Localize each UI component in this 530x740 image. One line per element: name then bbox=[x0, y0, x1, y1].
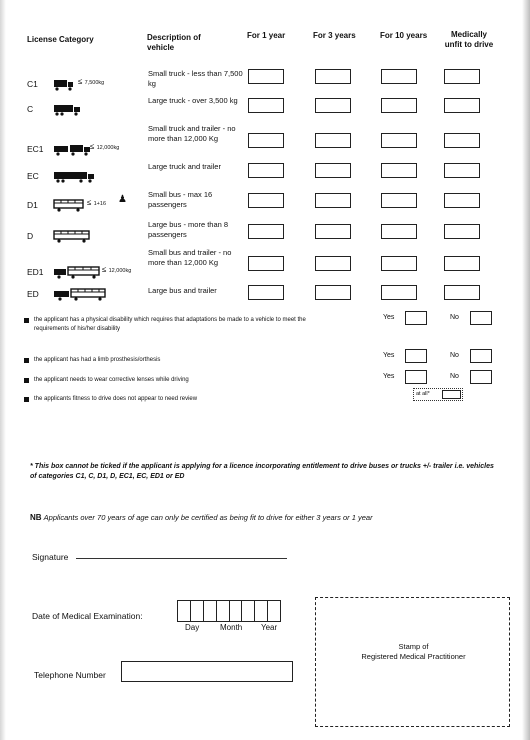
date-digit-box[interactable] bbox=[217, 601, 230, 621]
date-digit-box[interactable] bbox=[191, 601, 204, 621]
at-all-label: at all* bbox=[416, 391, 430, 397]
checkbox-unfit[interactable] bbox=[444, 285, 480, 300]
less-equal-icon: ≤ bbox=[78, 77, 85, 86]
checkbox-ten-years[interactable] bbox=[381, 163, 417, 178]
less-equal-icon: ≤ bbox=[90, 142, 97, 151]
category-code: ED1 bbox=[27, 267, 44, 277]
category-code: D bbox=[27, 231, 34, 241]
large-truck-icon bbox=[53, 103, 81, 121]
at-all-checkbox[interactable] bbox=[442, 390, 461, 399]
yes-label: Yes bbox=[383, 314, 395, 321]
less-equal-icon: ≤ bbox=[102, 265, 109, 274]
small-bus-icon bbox=[53, 199, 85, 217]
category-code: D1 bbox=[27, 200, 38, 210]
checkbox-ten-years[interactable] bbox=[381, 98, 417, 113]
condition-text: the applicants fitness to drive does not appear to need review bbox=[34, 396, 198, 402]
exam-date-label: Date of Medical Examination: bbox=[32, 611, 143, 621]
checkbox-ten-years[interactable] bbox=[381, 69, 417, 84]
header-three-years: For 3 years bbox=[313, 31, 356, 40]
weight-value: 12,000kg bbox=[108, 268, 132, 274]
checkbox-one-year[interactable] bbox=[248, 98, 284, 113]
month-label: Month bbox=[220, 623, 243, 632]
no-checkbox[interactable] bbox=[470, 370, 492, 384]
signature-line[interactable] bbox=[76, 558, 287, 559]
header-ten-years: For 10 years bbox=[380, 31, 428, 40]
large-bus-trailer-icon bbox=[53, 288, 107, 306]
bus-trailer-icon bbox=[53, 266, 101, 284]
at-all-box bbox=[413, 388, 463, 401]
checkbox-ten-years[interactable] bbox=[381, 193, 417, 208]
year-label: Year bbox=[261, 623, 278, 632]
checkbox-one-year[interactable] bbox=[248, 133, 284, 148]
vehicle-description: Small truck - less than 7,500 kg bbox=[148, 69, 243, 88]
checkbox-three-years[interactable] bbox=[315, 256, 351, 271]
checkbox-ten-years[interactable] bbox=[381, 133, 417, 148]
date-digit-box[interactable] bbox=[255, 601, 268, 621]
checkbox-unfit[interactable] bbox=[444, 256, 480, 271]
category-code: EC1 bbox=[27, 144, 44, 154]
category-code: C1 bbox=[27, 79, 38, 89]
checkbox-ten-years[interactable] bbox=[381, 256, 417, 271]
signature-label: Signature bbox=[32, 552, 69, 562]
header-one-year: For 1 year bbox=[247, 31, 286, 40]
bullet-icon bbox=[24, 318, 29, 323]
weight-limit bbox=[78, 78, 104, 87]
vehicle-description: Small bus and trailer - no more than 12,000 Kg bbox=[148, 248, 232, 267]
checkbox-three-years[interactable] bbox=[315, 285, 351, 300]
small-truck-icon bbox=[53, 78, 75, 96]
vehicle-description: Large bus - more than 8 passengers bbox=[148, 220, 229, 239]
bullet-icon bbox=[24, 378, 29, 383]
condition-text: the applicant has a physical disability which requires that adaptations be made to a vehicle to meet the requirements of his/her disability bbox=[34, 317, 306, 332]
header-description: Description of vehicle bbox=[147, 33, 201, 52]
checkbox-unfit[interactable] bbox=[444, 98, 480, 113]
yes-checkbox[interactable] bbox=[405, 311, 427, 325]
weight-limit bbox=[87, 199, 106, 208]
nb-note bbox=[30, 513, 373, 523]
day-label: Day bbox=[185, 623, 200, 632]
yes-label: Yes bbox=[383, 352, 395, 359]
date-digit-box[interactable] bbox=[268, 601, 280, 621]
no-checkbox[interactable] bbox=[470, 349, 492, 363]
date-digit-box[interactable] bbox=[230, 601, 243, 621]
scan-shadow-right bbox=[522, 0, 530, 740]
yes-checkbox[interactable] bbox=[405, 349, 427, 363]
large-bus-icon bbox=[53, 230, 91, 248]
checkbox-ten-years[interactable] bbox=[381, 285, 417, 300]
exam-date-boxes[interactable] bbox=[177, 600, 281, 622]
less-equal-icon: ≤ bbox=[87, 198, 94, 207]
vehicle-description: Large bus and trailer bbox=[148, 286, 217, 295]
no-checkbox[interactable] bbox=[470, 311, 492, 325]
category-code: C bbox=[27, 104, 34, 114]
seated-passenger-icon: ♟ bbox=[118, 194, 127, 205]
yes-checkbox[interactable] bbox=[405, 370, 427, 384]
bullet-icon bbox=[24, 358, 29, 363]
truck-trailer-icon bbox=[53, 143, 91, 161]
checkbox-ten-years[interactable] bbox=[381, 224, 417, 239]
weight-value: 7,500kg bbox=[84, 80, 105, 86]
checkbox-one-year[interactable] bbox=[248, 256, 284, 271]
stamp-line-1: Stamp of bbox=[398, 642, 429, 651]
scan-shadow-left bbox=[0, 0, 6, 740]
date-digit-box[interactable] bbox=[242, 601, 255, 621]
yes-label: Yes bbox=[383, 373, 395, 380]
checkbox-three-years[interactable] bbox=[315, 163, 351, 178]
checkbox-unfit[interactable] bbox=[444, 163, 480, 178]
checkbox-three-years[interactable] bbox=[315, 133, 351, 148]
vehicle-description: Small truck and trailer - no more than 12,000 Kg bbox=[148, 124, 236, 143]
checkbox-unfit[interactable] bbox=[444, 133, 480, 148]
header-medically-unfit: Medically unfit to drive bbox=[444, 30, 494, 49]
vehicle-description: Small bus - max 16 passengers bbox=[148, 190, 213, 209]
header-license-category: License Category bbox=[27, 35, 94, 44]
telephone-label: Telephone Number bbox=[34, 670, 106, 680]
large-truck-trailer-icon bbox=[53, 170, 95, 188]
weight-limit bbox=[90, 143, 119, 152]
checkbox-three-years[interactable] bbox=[315, 193, 351, 208]
stamp-box bbox=[315, 597, 510, 727]
checkbox-unfit[interactable] bbox=[444, 193, 480, 208]
checkbox-one-year[interactable] bbox=[248, 193, 284, 208]
category-code: EC bbox=[27, 171, 39, 181]
stamp-line-2: Registered Medical Practitioner bbox=[361, 652, 466, 661]
weight-limit bbox=[102, 266, 131, 275]
checkbox-unfit[interactable] bbox=[444, 224, 480, 239]
checkbox-three-years[interactable] bbox=[315, 69, 351, 84]
category-note: * This box cannot be ticked if the applicant is applying for a licence incorporating entitlement to drive buses or trucks +/- trailer i.e. vehicles of categories C1, C, D1, D, EC1, EC, ED1 or ED bbox=[30, 463, 494, 480]
weight-value: 12,000kg bbox=[96, 145, 120, 151]
condition-text: the applicant has had a limb prosthesis/orthesis bbox=[34, 357, 161, 363]
no-label: No bbox=[450, 352, 459, 359]
checkbox-one-year[interactable] bbox=[248, 285, 284, 300]
checkbox-one-year[interactable] bbox=[248, 69, 284, 84]
vehicle-description: Large truck - over 3,500 kg bbox=[148, 96, 238, 105]
checkbox-one-year[interactable] bbox=[248, 163, 284, 178]
checkbox-unfit[interactable] bbox=[444, 69, 480, 84]
checkbox-one-year[interactable] bbox=[248, 224, 284, 239]
vehicle-description: Large truck and trailer bbox=[148, 162, 221, 171]
bullet-icon bbox=[24, 397, 29, 402]
date-digit-box[interactable] bbox=[204, 601, 217, 621]
date-digit-box[interactable] bbox=[178, 601, 191, 621]
no-label: No bbox=[450, 314, 459, 321]
category-code: ED bbox=[27, 289, 39, 299]
nb-text: Applicants over 70 years of age can only be certified as being fit to drive for either 3 years or 1 year bbox=[43, 513, 373, 522]
stamp-label bbox=[316, 642, 511, 662]
weight-value: 1+16 bbox=[93, 201, 107, 207]
nb-label: NB bbox=[30, 513, 42, 522]
telephone-field[interactable] bbox=[121, 661, 293, 682]
no-label: No bbox=[450, 373, 459, 380]
checkbox-three-years[interactable] bbox=[315, 98, 351, 113]
checkbox-three-years[interactable] bbox=[315, 224, 351, 239]
condition-text: the applicant needs to wear corrective lenses while driving bbox=[34, 377, 189, 383]
